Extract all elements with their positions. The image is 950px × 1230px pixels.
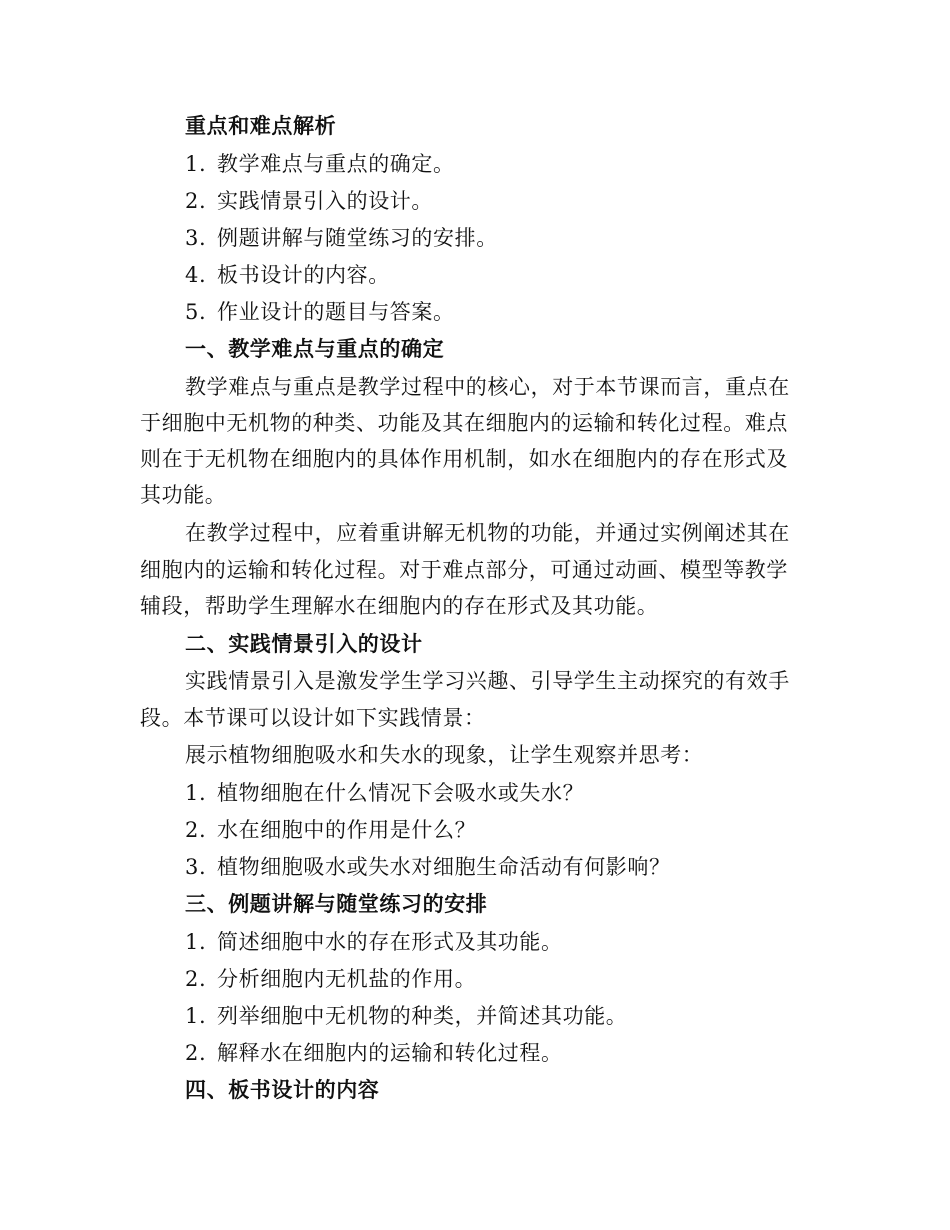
outline-text: 例题讲解与随堂练习的安排。	[217, 226, 498, 250]
exercise-number: 1.	[185, 930, 207, 954]
section-heading: 四、板书设计的内容	[185, 1077, 380, 1102]
outline-text: 板书设计的内容。	[217, 263, 390, 287]
exercise-number: 2.	[185, 1041, 207, 1065]
exercise-text: 解释水在细胞内的运输和转化过程。	[217, 1041, 563, 1065]
exercise-text: 列举细胞中无机物的种类，并简述其功能。	[217, 1004, 628, 1028]
paragraph-line: 实践情景引入是激发学生学习兴趣、引导学生主动探究的有效手	[185, 669, 790, 693]
question-number: 1.	[185, 781, 207, 805]
outline-number: 4.	[185, 263, 207, 287]
outline-text: 实践情景引入的设计。	[217, 189, 433, 213]
question-item	[0, 853, 950, 881]
question-item	[0, 816, 950, 844]
paragraph-line: 展示植物细胞吸水和失水的现象，让学生观察并思考：	[185, 743, 704, 767]
exercise-item	[0, 1039, 950, 1067]
exercise-number: 1.	[185, 1004, 207, 1028]
paragraph-line: 其功能。	[140, 483, 227, 507]
paragraph-line: 则在于无机物在细胞内的具体作用机制，如水在细胞内的存在形式及	[140, 447, 788, 471]
outline-text: 作业设计的题目与答案。	[217, 300, 455, 324]
paragraph-line: 教学难点与重点是教学过程中的核心，对于本节课而言，重点在	[185, 375, 790, 399]
exercise-item	[0, 965, 950, 993]
outline-item	[0, 187, 950, 215]
outline-number: 2.	[185, 189, 207, 213]
exercise-text: 分析细胞内无机盐的作用。	[217, 967, 477, 991]
question-number: 2.	[185, 818, 207, 842]
outline-item	[0, 224, 950, 252]
paragraph-line: 段。本节课可以设计如下实践情景：	[140, 706, 486, 730]
question-text: 植物细胞在什么情况下会吸水或失水？	[217, 781, 585, 805]
exercise-text: 简述细胞中水的存在形式及其功能。	[217, 930, 563, 954]
section-heading: 一、教学难点与重点的确定	[185, 336, 445, 361]
outline-item	[0, 150, 950, 178]
exercise-item	[0, 928, 950, 956]
question-text: 水在细胞中的作用是什么？	[217, 818, 477, 842]
document-title: 重点和难点解析	[185, 113, 337, 138]
paragraph-line: 辅段，帮助学生理解水在细胞内的存在形式及其功能。	[140, 594, 659, 618]
paragraph-line: 于细胞中无机物的种类、功能及其在细胞内的运输和转化过程。难点	[140, 411, 788, 435]
paragraph-line: 在教学过程中，应着重讲解无机物的功能，并通过实例阐述其在	[185, 521, 790, 545]
section-heading: 二、实践情景引入的设计	[185, 631, 423, 656]
section-heading: 三、例题讲解与随堂练习的安排	[185, 891, 488, 916]
outline-number: 1.	[185, 152, 207, 176]
question-text: 植物细胞吸水或失水对细胞生命活动有何影响？	[217, 855, 671, 879]
outline-item	[0, 261, 950, 289]
outline-item	[0, 298, 950, 326]
outline-text: 教学难点与重点的确定。	[217, 152, 455, 176]
outline-number: 5.	[185, 300, 207, 324]
question-item	[0, 779, 950, 807]
exercise-item	[0, 1002, 950, 1030]
question-number: 3.	[185, 855, 207, 879]
paragraph-line: 细胞内的运输和转化过程。对于难点部分，可通过动画、模型等教学	[140, 558, 788, 582]
exercise-number: 2.	[185, 967, 207, 991]
outline-number: 3.	[185, 226, 207, 250]
